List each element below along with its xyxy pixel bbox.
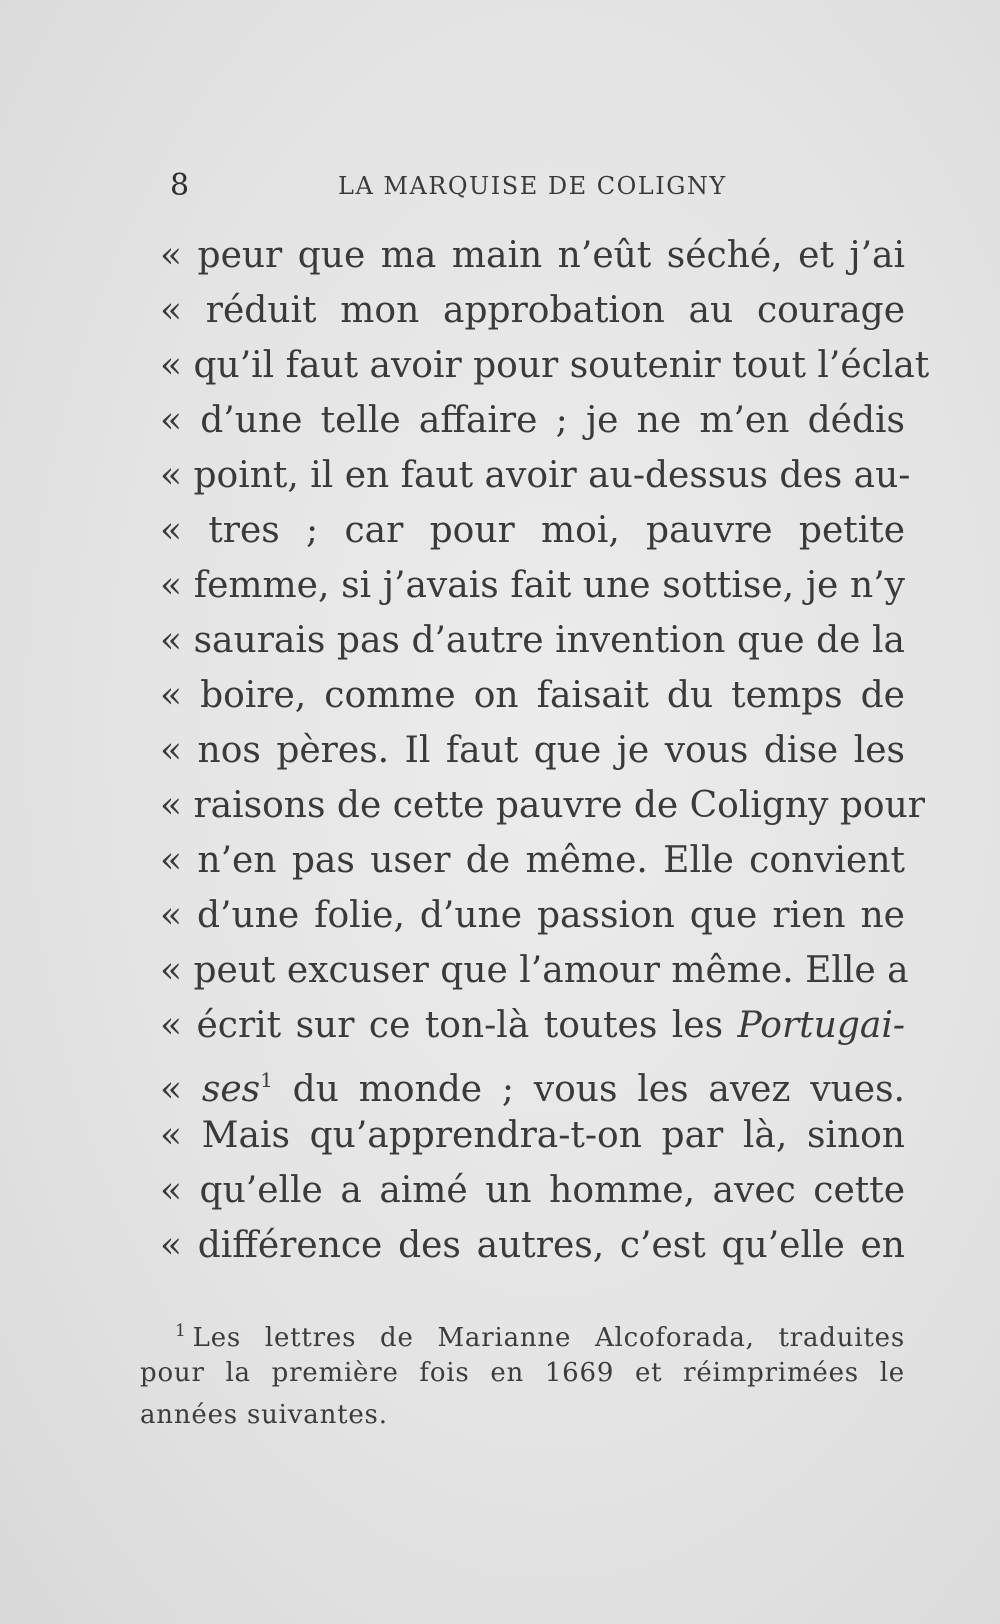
text-line: « tres ; car pour moi, pauvre petite: [160, 510, 905, 551]
text-line: « peur que ma main n’eût séché, et j’ai: [160, 235, 905, 276]
footnote-line: années suivantes.: [140, 1400, 388, 1430]
text-line: « n’en pas user de même. Elle convient: [160, 840, 905, 881]
running-head: LA MARQUISE DE COLIGNY: [338, 172, 727, 200]
text-line: « femme, si j’avais fait une sottise, je n’y: [160, 565, 905, 606]
text-segment: «: [160, 1069, 202, 1110]
text-line: « qu’il faut avoir pour soutenir tout l’éclat: [160, 345, 930, 386]
text-line-with-italic: [160, 998, 905, 1053]
text-line: « raisons de cette pauvre de Coligny pour: [160, 785, 925, 826]
italic-title-part1: Portugai-: [737, 1005, 905, 1046]
text-segment: du monde ; vous les avez vues.: [292, 1069, 905, 1110]
text-line: « saurais pas d’autre invention que de la: [160, 620, 905, 661]
text-line: « point, il en faut avoir au-dessus des au-: [160, 455, 911, 496]
italic-title-part2: ses: [201, 1069, 261, 1110]
text-line: « nos pères. Il faut que je vous dise les: [160, 730, 905, 771]
text-line: « peut excuser que l’amour même. Elle a: [160, 950, 909, 991]
footnote-reference: 1: [260, 1068, 273, 1092]
text-line-with-italic: [160, 1053, 905, 1108]
footnote: [140, 1310, 905, 1436]
text-line: « réduit mon approbation au courage: [160, 290, 905, 331]
text-line: « boire, comme on faisait du temps de: [160, 675, 905, 716]
text-line: « d’une folie, d’une passion que rien ne: [160, 895, 905, 936]
text-line: « Mais qu’apprendra-t-on par là, sinon: [160, 1115, 905, 1156]
footnote-line: [140, 1310, 905, 1352]
footnote-text: Les lettres de Marianne Alcoforada, traduites: [192, 1323, 905, 1353]
text-line: « d’une telle affaire ; je ne m’en dédis: [160, 400, 905, 441]
body-text: [160, 228, 930, 1273]
footnote-marker: 1: [175, 1321, 187, 1341]
page-header: [170, 168, 910, 208]
text-line: « qu’elle a aimé un homme, avec cette: [160, 1170, 905, 1211]
text-segment: « écrit sur ce ton-là toutes les: [160, 1005, 724, 1046]
page-number: 8: [170, 168, 190, 203]
text-line: « différence des autres, c’est qu’elle en: [160, 1225, 905, 1266]
footnote-line: pour la première fois en 1669 et réimprimées le: [140, 1358, 905, 1388]
